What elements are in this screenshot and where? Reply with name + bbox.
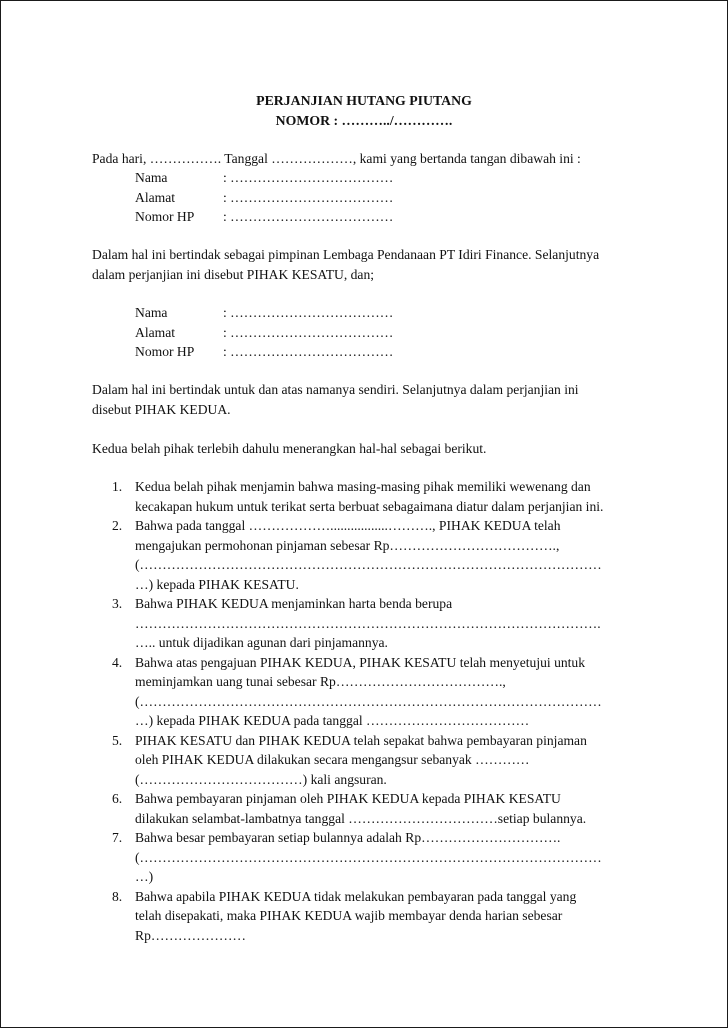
party1-desc-line: dalam perjanjian ini disebut PIHAK KESATU, dan; (92, 266, 375, 282)
clause-line: …) (135, 869, 154, 884)
clause-line: Bahwa besar pembayaran setiap bulannya adalah Rp…………………………. (135, 830, 561, 845)
clause-item (92, 516, 652, 594)
field-label: Nomor HP (135, 344, 195, 359)
party1-address-row (92, 188, 652, 208)
clause-line: ….. untuk dijadikan agunan dari pinjamannya. (135, 635, 388, 650)
clause-item (92, 477, 652, 516)
clause-number: 6. (112, 791, 123, 806)
party2-phone-row (92, 342, 652, 362)
field-value: : ……………………………… (223, 344, 394, 359)
clause-line: (………………………………………………………………………………………… (135, 849, 602, 865)
clause-line: Bahwa PIHAK KEDUA menjaminkan harta benda berupa (135, 596, 453, 611)
field-value: : ……………………………… (223, 170, 394, 185)
party2-desc-line: Dalam hal ini bertindak untuk dan atas namanya sendiri. Selanjutnya dalam perjanjian ini (92, 382, 579, 397)
clause-item (92, 887, 652, 946)
clause-line: kecakapan hukum untuk terikat serta berbuat sebagaimana diatur dalam perjanjian ini. (135, 498, 604, 514)
clause-item (92, 789, 652, 828)
party2-description (92, 380, 652, 419)
document-number: NOMOR : ………../…………. (275, 113, 453, 128)
clause-item (92, 653, 652, 731)
clause-line: (………………………………) kali angsuran. (135, 771, 387, 787)
field-label: Nama (135, 170, 168, 185)
clause-line: dilakukan selambat-lambatnya tanggal ……………………………setiap bulannya. (135, 810, 587, 826)
clause-line: Bahwa pembayaran pinjaman oleh PIHAK KEDUA kepada PIHAK KESATU (135, 791, 561, 806)
clause-line: Bahwa pada tanggal ……………….................………., PIHAK KEDUA telah (135, 518, 561, 533)
clause-line: …) kepada PIHAK KEDUA pada tanggal ……………………………… (135, 713, 530, 728)
party1-desc-line: Dalam hal ini bertindak sebagai pimpinan Lembaga Pendanaan PT Idiri Finance. Selanjutnya (92, 247, 600, 262)
party2-fields (92, 303, 652, 362)
party1-phone-row (92, 207, 652, 227)
clause-line: mengajukan permohonan pinjaman sebesar Rp………………………………., (135, 537, 560, 553)
field-label: Nama (135, 305, 168, 320)
party2-desc-line: disebut PIHAK KEDUA. (92, 401, 231, 417)
clause-line: telah disepakati, maka PIHAK KEDUA wajib membayar denda harian sebesar (135, 908, 563, 923)
field-label: Alamat (135, 189, 176, 205)
clause-number: 5. (112, 732, 123, 748)
clause-number: 4. (112, 654, 123, 670)
clause-item (92, 594, 652, 653)
clause-list (92, 477, 652, 945)
clause-line: (………………………………………………………………………………………… (135, 693, 602, 709)
field-label: Alamat (135, 324, 176, 340)
clause-line: Rp………………… (135, 927, 247, 943)
field-value: : ……………………………… (223, 324, 394, 340)
clause-item (92, 828, 652, 887)
field-label: Nomor HP (135, 209, 195, 224)
field-value: : ……………………………… (223, 209, 394, 224)
clause-line: (………………………………………………………………………………………… (135, 557, 602, 572)
party1-description (92, 245, 652, 284)
field-value: : ……………………………… (223, 189, 394, 205)
party1-fields (92, 168, 652, 227)
field-value: : ……………………………… (223, 305, 394, 320)
clause-line: PIHAK KESATU dan PIHAK KEDUA telah sepakat bahwa pembayaran pinjaman (135, 732, 587, 748)
clause-line: Kedua belah pihak menjamin bahwa masing-masing pihak memiliki wewenang dan (135, 479, 591, 494)
clause-item (92, 731, 652, 790)
clause-number: 2. (112, 518, 123, 533)
clause-number: 3. (112, 596, 123, 611)
intro-line: Kedua belah pihak terlebih dahulu menerangkan hal-hal sebagai berikut. (92, 441, 487, 456)
clause-line: oleh PIHAK KEDUA dilakukan secara mengangsur sebanyak ………… (135, 752, 530, 767)
clause-number: 8. (112, 888, 123, 904)
clause-line: meminjamkan uang tunai sebesar Rp………………………………., (135, 674, 506, 689)
clause-line: Bahwa atas pengajuan PIHAK KEDUA, PIHAK KESATU telah menyetujui untuk (135, 654, 586, 670)
clause-line: Bahwa apabila PIHAK KEDUA tidak melakukan pembayaran pada tanggal yang (135, 888, 577, 904)
clause-line: …) kepada PIHAK KESATU. (135, 576, 299, 592)
party2-name-row (92, 303, 652, 323)
clause-line: …………………………………………………………………………………………. (135, 615, 601, 631)
party2-address-row (92, 323, 652, 343)
clause-number: 1. (112, 479, 123, 494)
party1-name-row (92, 168, 652, 188)
document-title: PERJANJIAN HUTANG PIUTANG (256, 93, 472, 108)
opening-line: Pada hari, ……………. Tanggal ………………, kami yang bertanda tangan dibawah ini : (92, 151, 581, 166)
clause-number: 7. (112, 830, 123, 845)
